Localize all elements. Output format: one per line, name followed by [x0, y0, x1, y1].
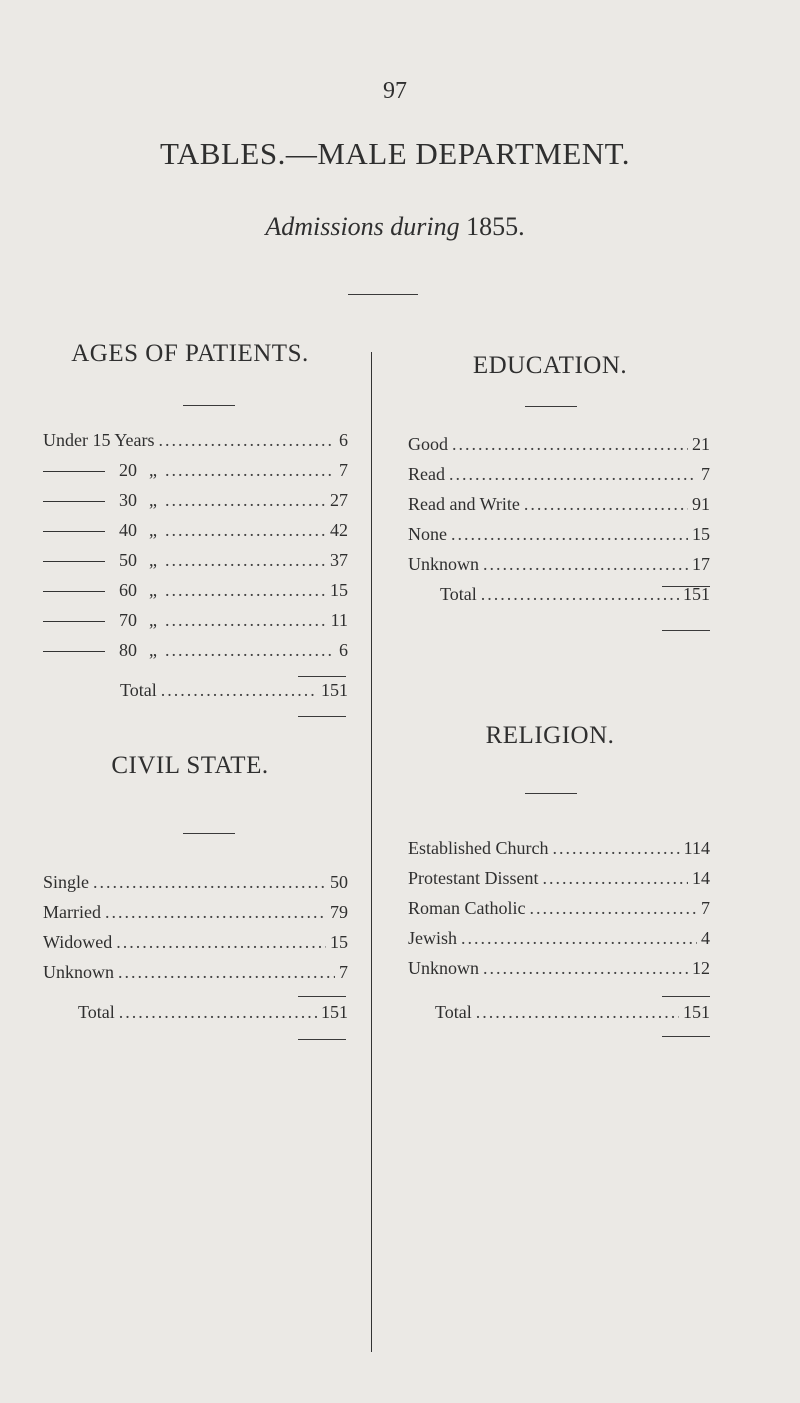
ditto-mark: „ [149, 460, 157, 480]
education-row-label: Unknown [408, 554, 479, 574]
ages-row-value: 7 [339, 460, 348, 480]
education-total-row [440, 584, 710, 612]
ages-row-value: 11 [330, 610, 348, 630]
ages-total-underline [298, 716, 346, 717]
education-row-value: 17 [692, 554, 710, 574]
ages-row [43, 490, 348, 518]
leader-dots [159, 430, 336, 451]
religion-row-value: 4 [701, 928, 710, 948]
ditto-dash [43, 561, 105, 562]
education-row-label: Read and Write [408, 494, 520, 514]
ages-row [43, 460, 348, 488]
ditto-mark: „ [149, 640, 157, 660]
education-row [408, 494, 710, 522]
ditto-dash [43, 591, 105, 592]
ages-row-value: 6 [339, 640, 348, 660]
religion-row-label: Roman Catholic [408, 898, 526, 918]
civil-state-total-underline [298, 1039, 346, 1040]
education-total-label: Total [440, 584, 477, 604]
civil-state-row-value: 7 [339, 962, 348, 982]
page-subtitle [0, 212, 790, 242]
religion-row-label: Protestant Dissent [408, 868, 539, 888]
civil-state-row-value: 50 [330, 872, 348, 892]
leader-dots [118, 962, 335, 983]
education-row-value: 15 [692, 524, 710, 544]
ages-total-label: Total [120, 680, 157, 700]
ages-row-value: 6 [339, 430, 348, 450]
ages-row [43, 550, 348, 578]
education-heading: EDUCATION. [472, 352, 628, 379]
leader-dots [93, 872, 326, 893]
religion-row-value: 7 [701, 898, 710, 918]
age-value: 40 [119, 520, 137, 540]
education-row-value: 21 [692, 434, 710, 454]
civil-state-row-value: 15 [330, 932, 348, 952]
religion-row-label: Jewish [408, 928, 457, 948]
civil-state-total-row [78, 1002, 348, 1030]
leader-dots [165, 580, 326, 601]
education-total-underline [662, 630, 710, 631]
leader-dots [165, 550, 326, 571]
ditto-dash [43, 531, 105, 532]
subtitle-text: Admissions during [265, 212, 460, 241]
leader-dots [165, 610, 327, 631]
civil-state-heading-rule [183, 833, 235, 834]
ditto-mark: „ [149, 520, 157, 540]
religion-row [408, 928, 710, 956]
ages-row-value: 15 [330, 580, 348, 600]
leader-dots [165, 640, 335, 661]
leader-dots [476, 1002, 679, 1023]
ages-total-row [120, 680, 348, 708]
education-row-label: Read [408, 464, 445, 484]
civil-state-row [43, 962, 348, 990]
ages-row [43, 580, 348, 608]
education-row-label: Good [408, 434, 448, 454]
religion-row-value: 12 [692, 958, 710, 978]
religion-row-label: Established Church [408, 838, 549, 858]
ditto-dash [43, 651, 105, 652]
leader-dots [543, 868, 689, 889]
age-value: 30 [119, 490, 137, 510]
civil-state-total-rule [298, 996, 346, 997]
leader-dots [165, 490, 326, 511]
leader-dots [483, 958, 688, 979]
religion-row [408, 898, 710, 926]
ditto-dash [43, 471, 105, 472]
age-value: 20 [119, 460, 137, 480]
religion-total-row [435, 1002, 710, 1030]
leader-dots [449, 464, 697, 485]
leader-dots [165, 460, 335, 481]
ditto-mark: „ [149, 490, 157, 510]
religion-total-rule [662, 996, 710, 997]
leader-dots [119, 1002, 317, 1023]
ditto-mark: „ [149, 610, 157, 630]
education-total-value: 151 [683, 584, 710, 604]
religion-row [408, 958, 710, 986]
civil-state-total-value: 151 [321, 1002, 348, 1022]
ages-total-value: 151 [321, 680, 348, 700]
religion-row-value: 14 [692, 868, 710, 888]
civil-state-row-label: Widowed [43, 932, 113, 952]
religion-heading: RELIGION. [485, 722, 615, 749]
column-divider [371, 352, 372, 1352]
age-value: 50 [119, 550, 137, 570]
religion-total-underline [662, 1036, 710, 1037]
ages-row-under-15 [43, 430, 348, 458]
leader-dots [524, 494, 688, 515]
education-row-value: 7 [701, 464, 710, 484]
education-row-label: None [408, 524, 447, 544]
religion-total-label: Total [435, 1002, 472, 1022]
education-row-value: 91 [692, 494, 710, 514]
leader-dots [483, 554, 688, 575]
civil-state-row [43, 902, 348, 930]
religion-row [408, 868, 710, 896]
ditto-dash [43, 621, 105, 622]
ages-heading-rule [183, 405, 235, 406]
civil-state-row-label: Married [43, 902, 101, 922]
civil-state-total-label: Total [78, 1002, 115, 1022]
ages-total-rule [298, 676, 346, 677]
civil-state-row [43, 932, 348, 960]
leader-dots [481, 584, 679, 605]
ages-row-value: 37 [330, 550, 348, 570]
religion-row [408, 838, 710, 866]
leader-dots [461, 928, 697, 949]
ages-row [43, 640, 348, 668]
ages-row-value: 42 [330, 520, 348, 540]
religion-row-label: Unknown [408, 958, 479, 978]
leader-dots [552, 838, 679, 859]
ages-row [43, 610, 348, 638]
education-heading-rule [525, 406, 577, 407]
title-divider [348, 294, 418, 295]
leader-dots [105, 902, 326, 923]
ditto-dash [43, 501, 105, 502]
page-title: TABLES.—MALE DEPARTMENT. [159, 136, 631, 171]
civil-state-row-label: Single [43, 872, 90, 892]
age-value: 60 [119, 580, 137, 600]
civil-state-row-value: 79 [330, 902, 348, 922]
age-value: 80 [119, 640, 137, 660]
leader-dots [451, 524, 688, 545]
ditto-mark: „ [149, 550, 157, 570]
religion-total-value: 151 [683, 1002, 710, 1022]
ages-row-label: Under 15 Years [43, 430, 155, 450]
education-row [408, 554, 710, 582]
ages-row [43, 520, 348, 548]
ages-heading: AGES OF PATIENTS. [71, 340, 309, 367]
religion-row-value: 114 [683, 838, 710, 858]
leader-dots [161, 680, 317, 701]
ages-row-value: 27 [330, 490, 348, 510]
page-number: 97 [383, 78, 407, 104]
leader-dots [452, 434, 688, 455]
education-row [408, 524, 710, 552]
leader-dots [116, 932, 326, 953]
civil-state-heading: CIVIL STATE. [111, 752, 269, 779]
education-row [408, 464, 710, 492]
leader-dots [529, 898, 697, 919]
subtitle-year: 1855. [466, 212, 525, 241]
civil-state-row [43, 872, 348, 900]
age-value: 70 [119, 610, 137, 630]
education-row [408, 434, 710, 462]
leader-dots [165, 520, 326, 541]
ditto-mark: „ [149, 580, 157, 600]
religion-heading-rule [525, 793, 577, 794]
civil-state-row-label: Unknown [43, 962, 114, 982]
